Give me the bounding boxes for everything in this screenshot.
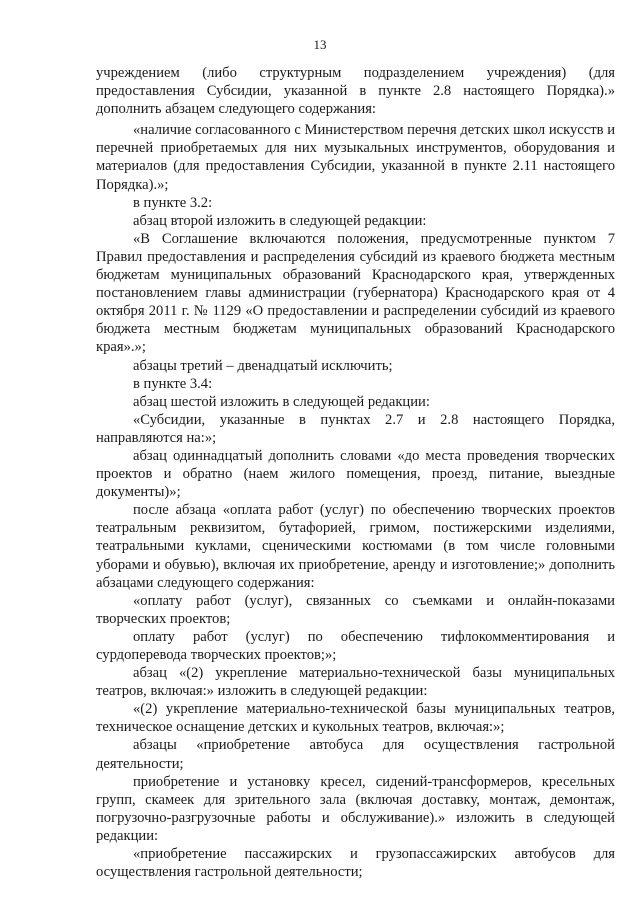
- paragraph-2: «наличие согласованного с Министерством перечня детских школ искусств и перечней приобретаемых для них музыкальных инструментов, оборудования и материалов (для предоставления Субсидии, указанной в пункте 2.11 настоящего Порядка).»;: [96, 122, 615, 193]
- document-body: [96, 64, 615, 881]
- paragraph-16: абзацы «приобретение автобуса для осуществления гастрольной деятельности;: [96, 737, 615, 772]
- paragraph-12: «оплату работ (услуг), связанных со съемками и онлайн-показами творческих проектов;: [96, 592, 615, 627]
- paragraph-9: «Субсидии, указанные в пунктах 2.7 и 2.8 настоящего Порядка, направляются на:»;: [96, 411, 615, 446]
- paragraph-18: «приобретение пассажирских и грузопассажирских автобусов для осуществления гастрольной деятельности;: [96, 846, 615, 881]
- paragraph-8: абзац шестой изложить в следующей редакции:: [133, 393, 430, 410]
- paragraph-13: оплату работ (услуг) по обеспечению тифлокомментирования и сурдоперевода творческих проектов;»;: [96, 628, 615, 663]
- paragraph-10: абзац одиннадцатый дополнить словами «до места проведения творческих проектов и обратно (наем жилого помещения, проезд, питание, выездные документы)»;: [96, 447, 615, 501]
- paragraph-7: в пункте 3.4:: [133, 375, 213, 392]
- paragraph-14: абзац «(2) укрепление материально-технической базы муниципальных театров, включая:» изложить в следующей редакции:: [96, 665, 615, 700]
- paragraph-3: в пункте 3.2:: [133, 194, 213, 211]
- paragraph-15: «(2) укрепление материально-технической базы муниципальных театров, техническое оснащение детских и кукольных театров, включая:»;: [96, 701, 615, 736]
- page-number: 13: [313, 37, 327, 52]
- paragraph-11: после абзаца «оплата работ (услуг) по обеспечению творческих проектов театральным реквизитом, бутафорией, гримом, постижерскими изделиями, театральными куклами, сценическими костюмами (в том числе головными уборами и обувью), включая их приобретение, аренду и изготовление;» дополнить абзацами следующего содержания:: [96, 502, 615, 591]
- paragraph-6: абзацы третий – двенадцатый исключить;: [133, 357, 393, 374]
- paragraph-1: учреждением (либо структурным подразделением учреждения) (для предоставления Субсидии, указанной в пункте 2.8 настоящего Порядка).» дополнить абзацем следующего содержания:: [96, 65, 615, 118]
- paragraph-4: абзац второй изложить в следующей редакции:: [133, 212, 427, 229]
- paragraph-17: приобретение и установку кресел, сидений-трансформеров, кресельных групп, скамеек для зрительного зала (включая доставку, монтаж, демонтаж, погрузочно-разгрузочные работы и обслуживание).» изложить в следующей редакции:: [96, 773, 615, 844]
- paragraph-5: «В Соглашение включаются положения, предусмотренные пунктом 7 Правил предоставления и распределения субсидий из краевого бюджета местным бюджетам муниципальных образований Краснодарского края, утвержденных постановлением главы администрации (губернатора) Краснодарского края от 4 октября 2011 г. № 1129 «О предоставлении и распределении субсидий из краевого бюджета местным бюджетам муниципальных образований Краснодарского края».»;: [96, 230, 615, 356]
